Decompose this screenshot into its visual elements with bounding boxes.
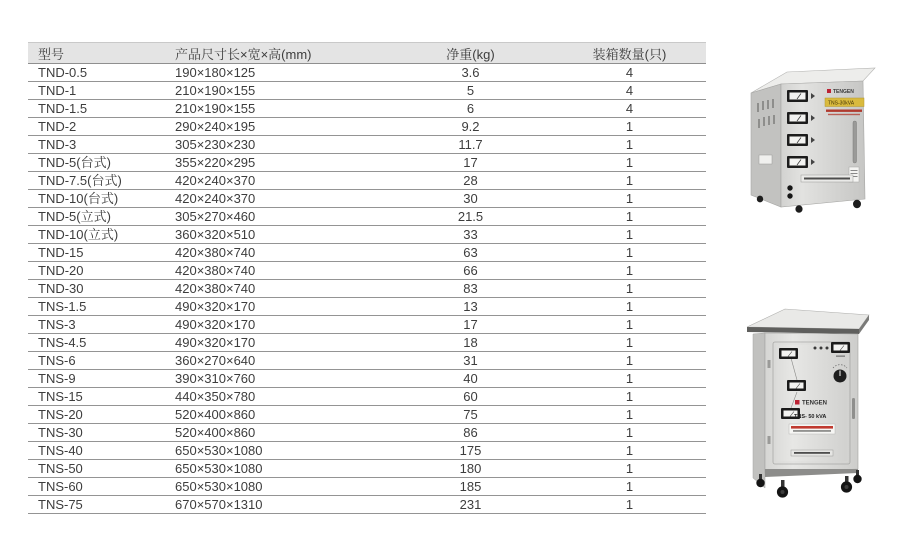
cell-weight: 75 xyxy=(388,406,553,424)
cell-dimensions: 290×240×195 xyxy=(175,118,388,136)
cell-qty: 1 xyxy=(553,154,706,172)
cell-qty: 1 xyxy=(553,424,706,442)
cell-model: TND-5(立式) xyxy=(28,208,175,226)
cell-weight: 30 xyxy=(388,190,553,208)
cell-dimensions: 210×190×155 xyxy=(175,100,388,118)
cell-model: TND-30 xyxy=(28,280,175,298)
cell-qty: 1 xyxy=(553,226,706,244)
table-row xyxy=(28,424,706,442)
header-dimensions: 产品尺寸长×宽×高(mm) xyxy=(175,43,388,64)
brand-text: TENGEN xyxy=(833,89,854,95)
cell-qty: 1 xyxy=(553,316,706,334)
cell-dimensions: 670×570×1310 xyxy=(175,496,388,514)
cell-dimensions: 520×400×860 xyxy=(175,406,388,424)
cell-qty: 1 xyxy=(553,298,706,316)
cell-dimensions: 355×220×295 xyxy=(175,154,388,172)
cell-qty: 1 xyxy=(553,334,706,352)
handle-slot xyxy=(853,121,857,163)
cell-weight: 6 xyxy=(388,100,553,118)
cell-model: TND-20 xyxy=(28,262,175,280)
cell-weight: 63 xyxy=(388,244,553,262)
model-badge-text: TNS-30kVA xyxy=(828,100,855,107)
table-row xyxy=(28,208,706,226)
cell-weight: 66 xyxy=(388,262,553,280)
cell-model: TNS-20 xyxy=(28,406,175,424)
table-row xyxy=(28,82,706,100)
cell-dimensions: 650×530×1080 xyxy=(175,478,388,496)
table-row xyxy=(28,316,706,334)
brand-text: TENGEN xyxy=(802,400,828,407)
cell-weight: 83 xyxy=(388,280,553,298)
table-row xyxy=(28,352,706,370)
model-text: TNS- 50 kVA xyxy=(794,414,827,420)
cell-weight: 17 xyxy=(388,316,553,334)
handle-slot xyxy=(852,398,855,419)
base-edge xyxy=(765,469,858,477)
table-row xyxy=(28,460,706,478)
table-row xyxy=(28,262,706,280)
cell-qty: 4 xyxy=(553,64,706,82)
cell-model: TNS-30 xyxy=(28,424,175,442)
cell-weight: 31 xyxy=(388,352,553,370)
cell-qty: 1 xyxy=(553,262,706,280)
cell-weight: 175 xyxy=(388,442,553,460)
cell-weight: 17 xyxy=(388,154,553,172)
cell-dimensions: 360×270×640 xyxy=(175,352,388,370)
cell-model: TNS-15 xyxy=(28,388,175,406)
cell-model: TND-10(台式) xyxy=(28,190,175,208)
header-row xyxy=(28,43,706,64)
cell-model: TNS-4.5 xyxy=(28,334,175,352)
cell-dimensions: 420×240×370 xyxy=(175,172,388,190)
indicator-lights xyxy=(814,347,829,350)
cell-model: TND-15 xyxy=(28,244,175,262)
cell-model: TND-7.5(台式) xyxy=(28,172,175,190)
cell-model: TND-1 xyxy=(28,82,175,100)
product-image-large-stabilizer xyxy=(731,296,894,518)
table-row xyxy=(28,100,706,118)
header-weight: 净重(kg) xyxy=(388,43,553,64)
table-row xyxy=(28,118,706,136)
cell-weight: 40 xyxy=(388,370,553,388)
table-row xyxy=(28,172,706,190)
table-row xyxy=(28,190,706,208)
spec-table-body xyxy=(28,64,706,514)
cell-dimensions: 420×380×740 xyxy=(175,244,388,262)
cell-weight: 13 xyxy=(388,298,553,316)
cell-dimensions: 650×530×1080 xyxy=(175,442,388,460)
cell-dimensions: 490×320×170 xyxy=(175,316,388,334)
cell-qty: 1 xyxy=(553,118,706,136)
cell-model: TNS-9 xyxy=(28,370,175,388)
cell-model: TND-5(台式) xyxy=(28,154,175,172)
cell-qty: 1 xyxy=(553,352,706,370)
cell-weight: 28 xyxy=(388,172,553,190)
cell-dimensions: 520×400×860 xyxy=(175,424,388,442)
cell-dimensions: 490×320×170 xyxy=(175,298,388,316)
cell-qty: 1 xyxy=(553,136,706,154)
spec-table-container xyxy=(28,42,706,514)
cell-qty: 1 xyxy=(553,370,706,388)
cell-dimensions: 420×240×370 xyxy=(175,190,388,208)
cell-dimensions: 360×320×510 xyxy=(175,226,388,244)
company-strip xyxy=(801,175,853,182)
cell-qty: 1 xyxy=(553,208,706,226)
cell-weight: 86 xyxy=(388,424,553,442)
cell-weight: 60 xyxy=(388,388,553,406)
cell-model: TND-1.5 xyxy=(28,100,175,118)
cell-qty: 1 xyxy=(553,442,706,460)
cabinet-body xyxy=(747,309,869,488)
table-row xyxy=(28,64,706,82)
cell-qty: 4 xyxy=(553,100,706,118)
table-row xyxy=(28,298,706,316)
table-row xyxy=(28,154,706,172)
cell-model: TND-2 xyxy=(28,118,175,136)
cell-dimensions: 390×310×760 xyxy=(175,370,388,388)
cell-weight: 180 xyxy=(388,460,553,478)
header-qty: 装箱数量(只) xyxy=(553,43,706,64)
cell-model: TNS-75 xyxy=(28,496,175,514)
product-image-small-stabilizer xyxy=(737,57,889,215)
table-row xyxy=(28,280,706,298)
table-row xyxy=(28,442,706,460)
spec-table xyxy=(28,42,706,514)
table-row xyxy=(28,244,706,262)
cell-model: TND-10(立式) xyxy=(28,226,175,244)
cell-dimensions: 420×380×740 xyxy=(175,280,388,298)
cell-dimensions: 650×530×1080 xyxy=(175,460,388,478)
cell-model: TNS-50 xyxy=(28,460,175,478)
cell-qty: 1 xyxy=(553,280,706,298)
cell-weight: 21.5 xyxy=(388,208,553,226)
cell-weight: 3.6 xyxy=(388,64,553,82)
cell-qty: 1 xyxy=(553,172,706,190)
header-model: 型号 xyxy=(28,43,175,64)
table-row xyxy=(28,388,706,406)
cell-dimensions: 305×270×460 xyxy=(175,208,388,226)
terminal-socket xyxy=(787,185,792,190)
cell-qty: 4 xyxy=(553,82,706,100)
side-label xyxy=(759,155,772,164)
cell-dimensions: 190×180×125 xyxy=(175,64,388,82)
cell-model: TND-3 xyxy=(28,136,175,154)
cell-model: TNS-1.5 xyxy=(28,298,175,316)
cell-qty: 1 xyxy=(553,190,706,208)
cell-dimensions: 440×350×780 xyxy=(175,388,388,406)
large-stabilizer-illustration xyxy=(731,296,894,518)
cell-weight: 11.7 xyxy=(388,136,553,154)
cell-weight: 18 xyxy=(388,334,553,352)
table-row xyxy=(28,334,706,352)
cell-qty: 1 xyxy=(553,478,706,496)
door-hinge xyxy=(768,436,771,444)
cell-model: TNS-60 xyxy=(28,478,175,496)
small-stabilizer-illustration xyxy=(737,57,889,215)
cell-qty: 1 xyxy=(553,460,706,478)
cell-weight: 185 xyxy=(388,478,553,496)
cell-dimensions: 210×190×155 xyxy=(175,82,388,100)
table-row xyxy=(28,406,706,424)
cell-model: TNS-40 xyxy=(28,442,175,460)
cell-weight: 9.2 xyxy=(388,118,553,136)
table-row xyxy=(28,496,706,514)
table-row xyxy=(28,226,706,244)
cell-weight: 33 xyxy=(388,226,553,244)
table-row xyxy=(28,478,706,496)
cell-qty: 1 xyxy=(553,496,706,514)
cell-dimensions: 305×230×230 xyxy=(175,136,388,154)
cell-qty: 1 xyxy=(553,244,706,262)
cell-model: TNS-3 xyxy=(28,316,175,334)
cell-dimensions: 420×380×740 xyxy=(175,262,388,280)
spec-table-header xyxy=(28,43,706,64)
terminal-socket xyxy=(787,193,792,198)
door-hinge xyxy=(768,360,771,368)
company-strip xyxy=(791,450,833,456)
cell-model: TNS-6 xyxy=(28,352,175,370)
cell-model: TND-0.5 xyxy=(28,64,175,82)
cell-dimensions: 490×320×170 xyxy=(175,334,388,352)
cell-weight: 231 xyxy=(388,496,553,514)
cell-weight: 5 xyxy=(388,82,553,100)
cell-qty: 1 xyxy=(553,406,706,424)
table-row xyxy=(28,136,706,154)
table-row xyxy=(28,370,706,388)
cell-qty: 1 xyxy=(553,388,706,406)
